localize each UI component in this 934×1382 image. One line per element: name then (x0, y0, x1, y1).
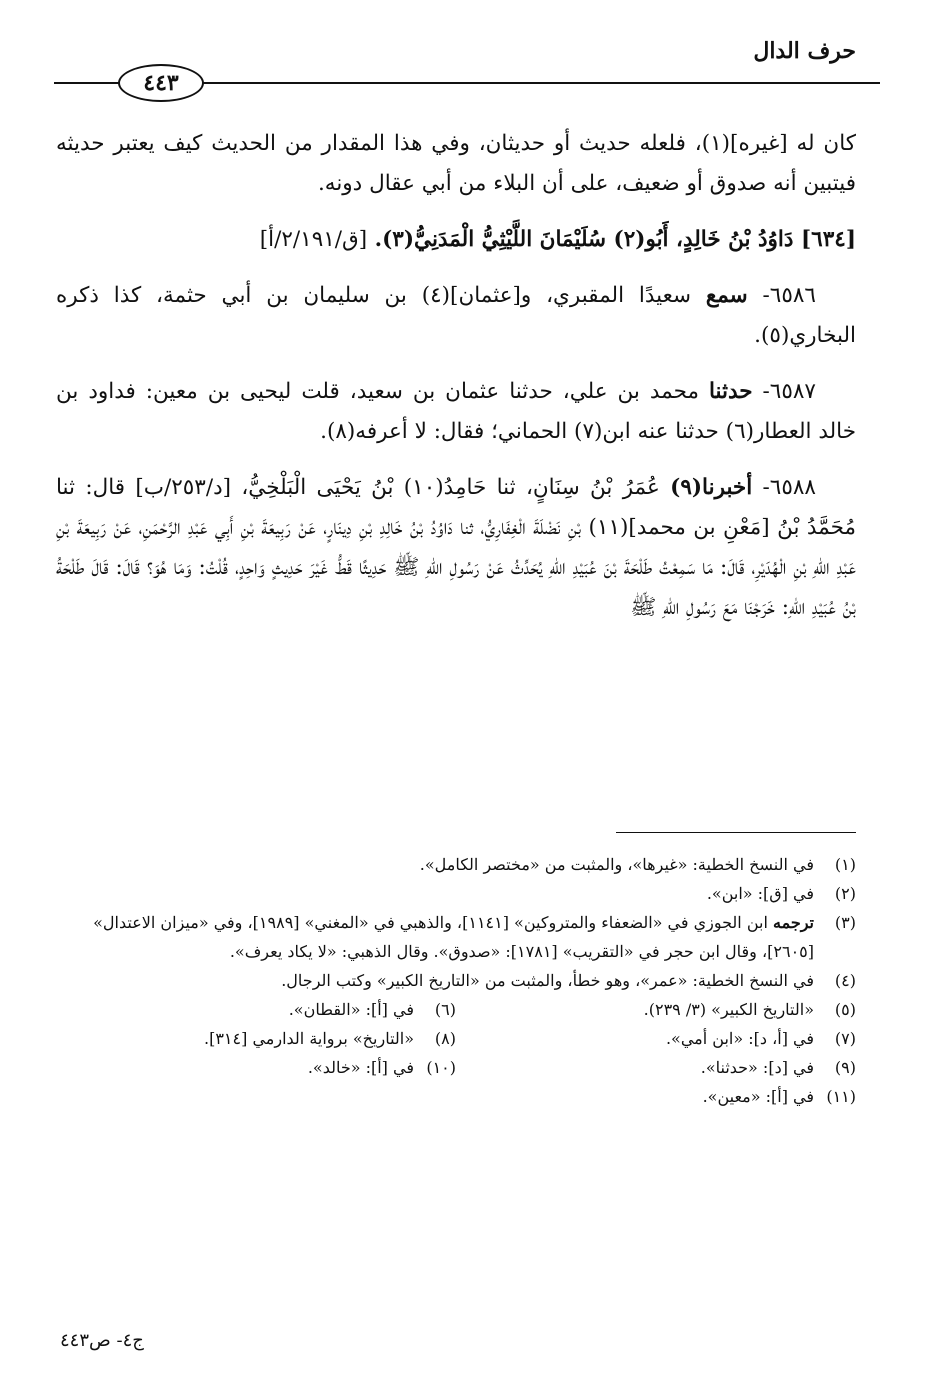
footnote-text: ابن الجوزي في «الضعفاء والمتروكين» [١١٤١]، والذهبي في «المغني» [١٩٨٩]، وفي «ميزان الاعتدال» [٢٦٠٥]، وقال ابن حجر في «التقريب» [١٧٨١]: «صدوق». وقال الذهبي: «لا يكاد يعرف». (93, 913, 814, 961)
main-text (56, 124, 856, 628)
footnote-number: (٦) (434, 1000, 456, 1019)
entry-heading (56, 220, 856, 260)
hadith-number: ٦٥٨٦- (762, 283, 816, 308)
footnote-number: (٣) (834, 913, 856, 932)
footnote-number: (٨) (434, 1029, 456, 1048)
footnote-text: في [أ]: «خالد». (307, 1058, 414, 1077)
footnote-keyword: ترجمه (773, 913, 814, 932)
hadith-keyword: حدثنا (708, 379, 753, 404)
footnote-number: (٤) (834, 971, 856, 990)
footnote-number: (٧) (834, 1029, 856, 1048)
footnote-text: في [د]: «حدثنا». (700, 1058, 814, 1077)
hadith-text: محمد بن علي، حدثنا عثمان بن سعيد، قلت ليحيى بن معين: فداود بن خالد العطار(٦) حدثنا عنه ابن(٧) الحماني؛ فقال: لا أعرفه(٨). (56, 379, 856, 444)
footnote-text: في [أ]: «القطان». (288, 1000, 414, 1019)
footnote-4 (56, 966, 856, 995)
footnote-number: (٩) (834, 1058, 856, 1077)
hadith-6588 (56, 468, 856, 628)
footnote-5 (456, 995, 856, 1024)
footnote-text: في النسخ الخطية: «عمر»، وهو خطأ، والمثبت من «التاريخ الكبير» وكتب الرجال. (281, 971, 814, 990)
hadith-keyword: أخبرنا(٩) (670, 475, 753, 500)
hadith-text: عُمَرُ بْنُ سِنَانٍ، ثنا حَامِدُ(١٠) بْنُ يَحْيَى الْبَلْخِيُّ، [د/٢٥٣/ب] قال: ثنا مُحَمَّدُ بْنُ [مَعْنِ بن محمد](١١) بْنِ نَضْلَةَ الْغِفَارِيُّ، ثنا دَاوُدُ بْنُ خَالِدِ بْنِ دِينَارٍ، عَنْ رَبِيعَةَ بْنِ أَبِي عَبْدِ الرَّحْمَنِ، عَنْ رَبِيعَةَ بْنِ عَبْدِ اللهِ بْنِ الْهُدَيْرِ، قَالَ: مَا سَمِعْتُ طَلْحَةَ بْنَ عُبَيْدِ اللهِ يُحَدِّثُ عَنْ رَسُولِ اللهِ ﷺ حَدِيثًا قَطُّ غَيْرَ حَدِيثٍ وَاحِدٍ، قُلْتُ: وَمَا هُوَ؟ قَالَ: قَالَ طَلْحَةُ بْنُ عُبَيْدِ اللهِ: خَرَجْنَا مَعَ رَسُولِ اللهِ ﷺ (56, 475, 856, 620)
footnote-text: «التاريخ الكبير» (٣/ ٢٣٩). (643, 1000, 814, 1019)
footnote-1 (56, 850, 856, 879)
footnote-3 (56, 908, 856, 966)
footnote-7 (456, 1024, 856, 1053)
chapter-header-title: حرف الدال (753, 38, 856, 64)
footnote-row (56, 1053, 856, 1082)
footnote-row (56, 995, 856, 1024)
hadith-6587 (56, 372, 856, 452)
entry-number: [٦٣٤] (800, 227, 856, 252)
footnote-8 (56, 1024, 456, 1053)
volume-page-reference: ج٤- ص٤٤٣ (60, 1330, 144, 1351)
page-number-badge (118, 64, 204, 102)
footnote-text: في [ق]: «ابن». (706, 884, 814, 903)
footnote-text: «التاريخ» برواية الدارمي [٣١٤]. (204, 1029, 414, 1048)
footnote-10 (56, 1053, 456, 1082)
footnote-number: (٢) (834, 884, 856, 903)
hadith-number: ٦٥٨٨- (762, 475, 816, 500)
page-number: ٤٤٣ (143, 70, 179, 96)
footnote-number: (٥) (834, 1000, 856, 1019)
footnote-11 (56, 1082, 856, 1111)
footnote-number: (١٠) (426, 1058, 456, 1077)
footnote-text: في [أ]: «معين». (702, 1087, 814, 1106)
footnote-number: (١١) (826, 1087, 856, 1106)
footnote-divider (616, 832, 856, 833)
footnote-row (56, 1024, 856, 1053)
footnote-2 (56, 879, 856, 908)
entry-name: دَاوُدُ بْنُ خَالِدٍ، أَبُو(٢) سُلَيْمَانَ اللَّيْثِيُّ الْمَدَنِيُّ(٣). (374, 227, 794, 252)
paragraph-continuation: كان له [غيره](١)، فلعله حديث أو حديثان، وفي هذا المقدار من الحديث كيف يعتبر حديثه فيتبين أنه صدوق أو ضعيف، على أن البلاء من أبي عقال دونه. (56, 131, 857, 196)
hadith-text: سعيدًا المقبري، و[عثمان](٤) بن سليمان بن أبي حثمة، كذا ذكره البخاري(٥). (56, 283, 856, 348)
hadith-number: ٦٥٨٧- (762, 379, 816, 404)
hadith-keyword: سمع (705, 283, 748, 308)
footnote-number: (١) (834, 855, 856, 874)
entry-manuscript-ref: [ق/٢/١٩١/أ] (259, 227, 368, 252)
footnote-6 (56, 995, 456, 1024)
footnote-text: في النسخ الخطية: «غيرها»، والمثبت من «مختصر الكامل». (419, 855, 814, 874)
footnotes (56, 850, 856, 1111)
footnote-9 (456, 1053, 856, 1082)
hadith-6586 (56, 276, 856, 356)
footnote-text: في [أ، د]: «ابن أمي». (665, 1029, 814, 1048)
